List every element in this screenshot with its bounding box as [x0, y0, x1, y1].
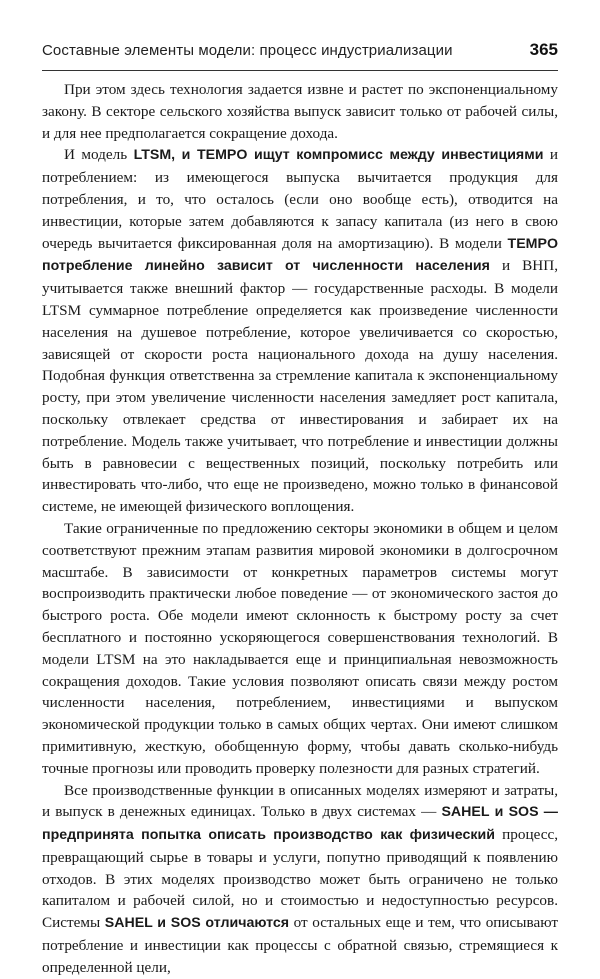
chapter-title: Составные элементы модели: процесс индустриализации: [42, 42, 453, 59]
text-segment: и потреблением: из имеющегося выпуска вычитается продукция для потребления, и то, что осталось (если оно вообще есть), отводится на инвестиции, которые затем добавляются к запасу капитала (из него в свою очередь вычитается фиксированная доля на амортизацию). В модели: [42, 146, 558, 252]
bold-text-segment: SAHEL и SOS — предпринята попытка описать производство как физический: [42, 804, 558, 844]
text-segment: и ВНП, учитывается также внешний фактор — государственные расходы. В модели LTSM суммарное потребление определяется как произведение численности населения на душевое потребление, которое увеличивается со скоростью, зависящей от скорости роста национального дохода на душу населения. Подобная функция ответственна за стремление капитала к экспоненциальному росту, при этом увеличение численности населения замедляет рост капитала, поскольку отвлекает средства от инвестирования и забирает их на потребление. Модель также учитывает, что потребление и инвестиции должны быть в равновесии с вещественных позиций, поскольку потребить или инвестировать что-либо, что еще не произведено, можно только в финансовой системе, не имеющей физического воплощения.: [42, 257, 558, 516]
text-segment: Все производственные функции в описанных моделях измеряют и затраты, и выпуск в денежных единицах. Только в двух системах —: [42, 781, 558, 821]
bold-text-segment: LTSM, и TEMPO ищут компромисс между инвестициями: [133, 147, 544, 164]
text-segment: от остальных еще и тем, что описывают потребление и инвестиции как процессы с обратной связью, стремящиеся к определенной цели,: [42, 914, 558, 976]
book-page: [42, 40, 558, 979]
text-segment: При этом здесь технология задается извне и растет по экспоненциальному закону. В секторе сельского хозяйства выпуск зависит только от рабочей силы, и для нее предполагается сокращение дохода.: [42, 81, 558, 142]
page-number: 365: [529, 40, 558, 59]
bold-text-segment: TEMPO потребление линейно зависит от численности населения: [42, 235, 558, 275]
paragraph: [42, 144, 558, 518]
text-segment: процесс, превращающий сырье в товары и услуги, попутно приводящий к появлению отходов. В этих моделях производство может быть ограничено не только капиталом и рабочей силой, но и стоимостью и недоступностью ресурсов. Системы: [42, 826, 558, 932]
bold-text-segment: SAHEL и SOS отличаются: [104, 915, 290, 932]
text-segment: Такие ограниченные по предложению секторы экономики в общем и целом соответствуют прежним этапам развития мировой экономики в долгосрочном масштабе. В зависимости от конкретных параметров системы могут воспроизводить практически любое поведение — от экономического застоя до быстрого роста. Обе модели имеют склонность к быстрому росту за счет бесплатного и постоянно ускоряющегося совершенствования технологий. В модели LTSM на это накладывается еще и принципиальная невозможность сокращения доходов. Такие условия позволяют описать связи между ростом численности населения, потреблением, инвестициями и выпуском экономической продукции только в самых общих чертах. Они имеют слишком примитивную, жесткую, обобщенную форму, чтобы давать сколько-нибудь точные прогнозы или проводить проверку полезности для разных стратегий.: [42, 519, 558, 777]
paragraph: [42, 79, 558, 144]
paragraph: [42, 780, 558, 979]
text-segment: И модель: [64, 146, 134, 164]
paragraph: [42, 518, 558, 780]
body-text: [42, 79, 558, 979]
running-header: [42, 40, 558, 71]
